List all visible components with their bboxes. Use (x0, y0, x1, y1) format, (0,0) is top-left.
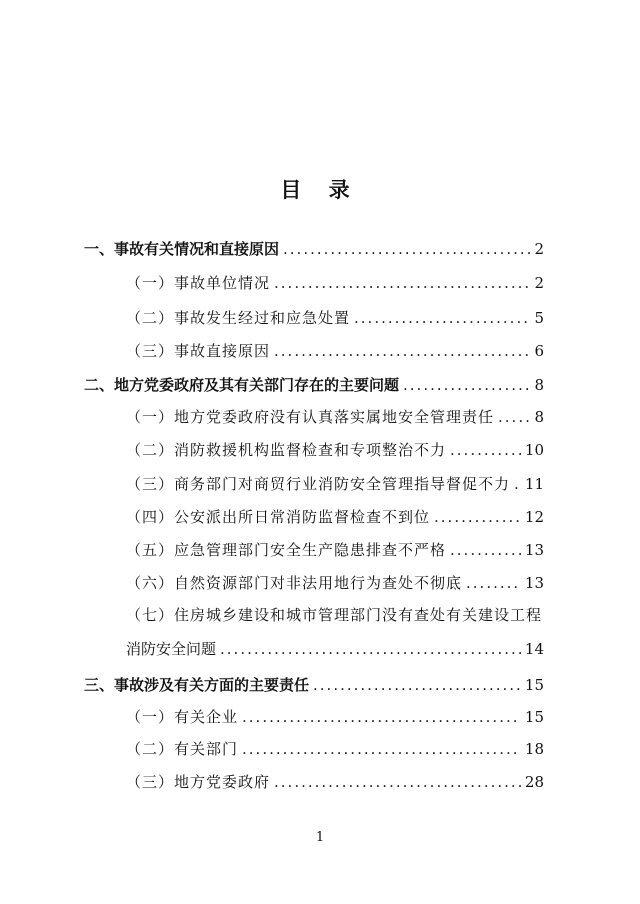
toc-entry-3-2[interactable] (126, 738, 544, 760)
toc-entry-label: 三、事故涉及有关方面的主要责任 (84, 676, 310, 694)
toc-entry-1-2[interactable] (126, 307, 544, 329)
toc-leader-dots (498, 406, 530, 428)
toc-entry-label: （二）消防救援机构监督检查和专项整治不力 (126, 441, 447, 459)
toc-entry-page: 11 (524, 475, 544, 493)
toc-entry-2-4[interactable] (126, 506, 544, 528)
toc-entry-2-7-continuation[interactable] (126, 638, 544, 660)
page-number: 1 (315, 830, 325, 845)
toc-entry-label: （一）有关企业 (126, 708, 239, 726)
toc-entry-2-2[interactable] (126, 439, 544, 461)
toc-entry-2-5[interactable] (126, 539, 544, 561)
toc-entry-label: （三）事故直接原因 (126, 342, 271, 360)
toc-leader-dots (434, 506, 521, 528)
toc-entry-label: （五）应急管理部门安全生产隐患排查不严格 (126, 541, 447, 559)
toc-entry-label: 一、事故有关情况和直接原因 (84, 240, 280, 258)
toc-entry-page: 8 (534, 376, 544, 394)
toc-entry-label: （三）地方党委政府 (126, 773, 271, 791)
toc-entry-label: （一）地方党委政府没有认真落实属地安全管理责任 (126, 408, 495, 426)
toc-entry-1-3[interactable] (126, 340, 544, 362)
toc-entry-page: 8 (534, 408, 544, 426)
toc-entry-page: 6 (534, 342, 544, 360)
toc-leader-dots (354, 307, 530, 329)
toc-entry-1-1[interactable] (126, 272, 544, 294)
toc-entry-page: 10 (524, 441, 544, 459)
toc-entry-label: （一）事故单位情况 (126, 274, 271, 292)
toc-entry-page: 13 (524, 574, 544, 592)
toc-entry-page: 2 (534, 240, 544, 258)
toc-entry-2-7[interactable] (126, 604, 544, 626)
toc-entry-page: 15 (524, 676, 544, 694)
toc-leader-dots (274, 340, 530, 362)
toc-entry-2-3[interactable] (126, 473, 544, 495)
toc-leader-dots (450, 439, 521, 461)
toc-entry-page: 5 (534, 309, 544, 327)
toc-entry-label: （四）公安派出所日常消防监督检查不到位 (126, 508, 431, 526)
toc-leader-dots (403, 374, 530, 396)
toc-entry-section-2[interactable] (84, 374, 544, 396)
toc-leader-dots (466, 572, 521, 594)
toc-entry-3-1[interactable] (126, 706, 544, 728)
toc-entry-page: 15 (524, 708, 544, 726)
toc-entry-label: 二、地方党委政府及其有关部门存在的主要问题 (84, 376, 400, 394)
toc-entry-label: （七）住房城乡建设和城市管理部门没有查处有关建设工程 (126, 606, 543, 624)
toc-entry-2-1[interactable] (126, 406, 544, 428)
toc-leader-dots (274, 272, 530, 294)
toc-entry-page: 12 (524, 508, 544, 526)
toc-leader-dots (220, 638, 521, 660)
toc-entry-3-3[interactable] (126, 771, 544, 793)
toc-entry-section-1[interactable] (84, 238, 544, 260)
toc-entry-section-3[interactable] (84, 674, 544, 696)
toc-entry-page: 2 (534, 274, 544, 292)
toc-entry-page: 13 (524, 541, 544, 559)
toc-entry-page: 14 (524, 640, 544, 658)
toc-entry-label: （二）事故发生经过和应急处置 (126, 309, 351, 327)
toc-entry-page: 28 (524, 773, 544, 791)
page-title: 目 录 (280, 178, 360, 202)
toc-leader-dots (283, 238, 530, 260)
toc-entry-label: （二）有关部门 (126, 740, 239, 758)
toc-leader-dots (514, 473, 521, 495)
toc-leader-dots (242, 738, 521, 760)
toc-entry-page: 18 (524, 740, 544, 758)
toc-entry-2-6[interactable] (126, 572, 544, 594)
toc-leader-dots (242, 706, 521, 728)
toc-entry-label: 消防安全问题 (126, 640, 217, 658)
toc-entry-label: （三）商务部门对商贸行业消防安全管理指导督促不力 (126, 475, 511, 493)
toc-leader-dots (450, 539, 521, 561)
toc-leader-dots (313, 674, 521, 696)
toc-leader-dots (274, 771, 521, 793)
toc-entry-label: （六）自然资源部门对非法用地行为查处不彻底 (126, 574, 463, 592)
